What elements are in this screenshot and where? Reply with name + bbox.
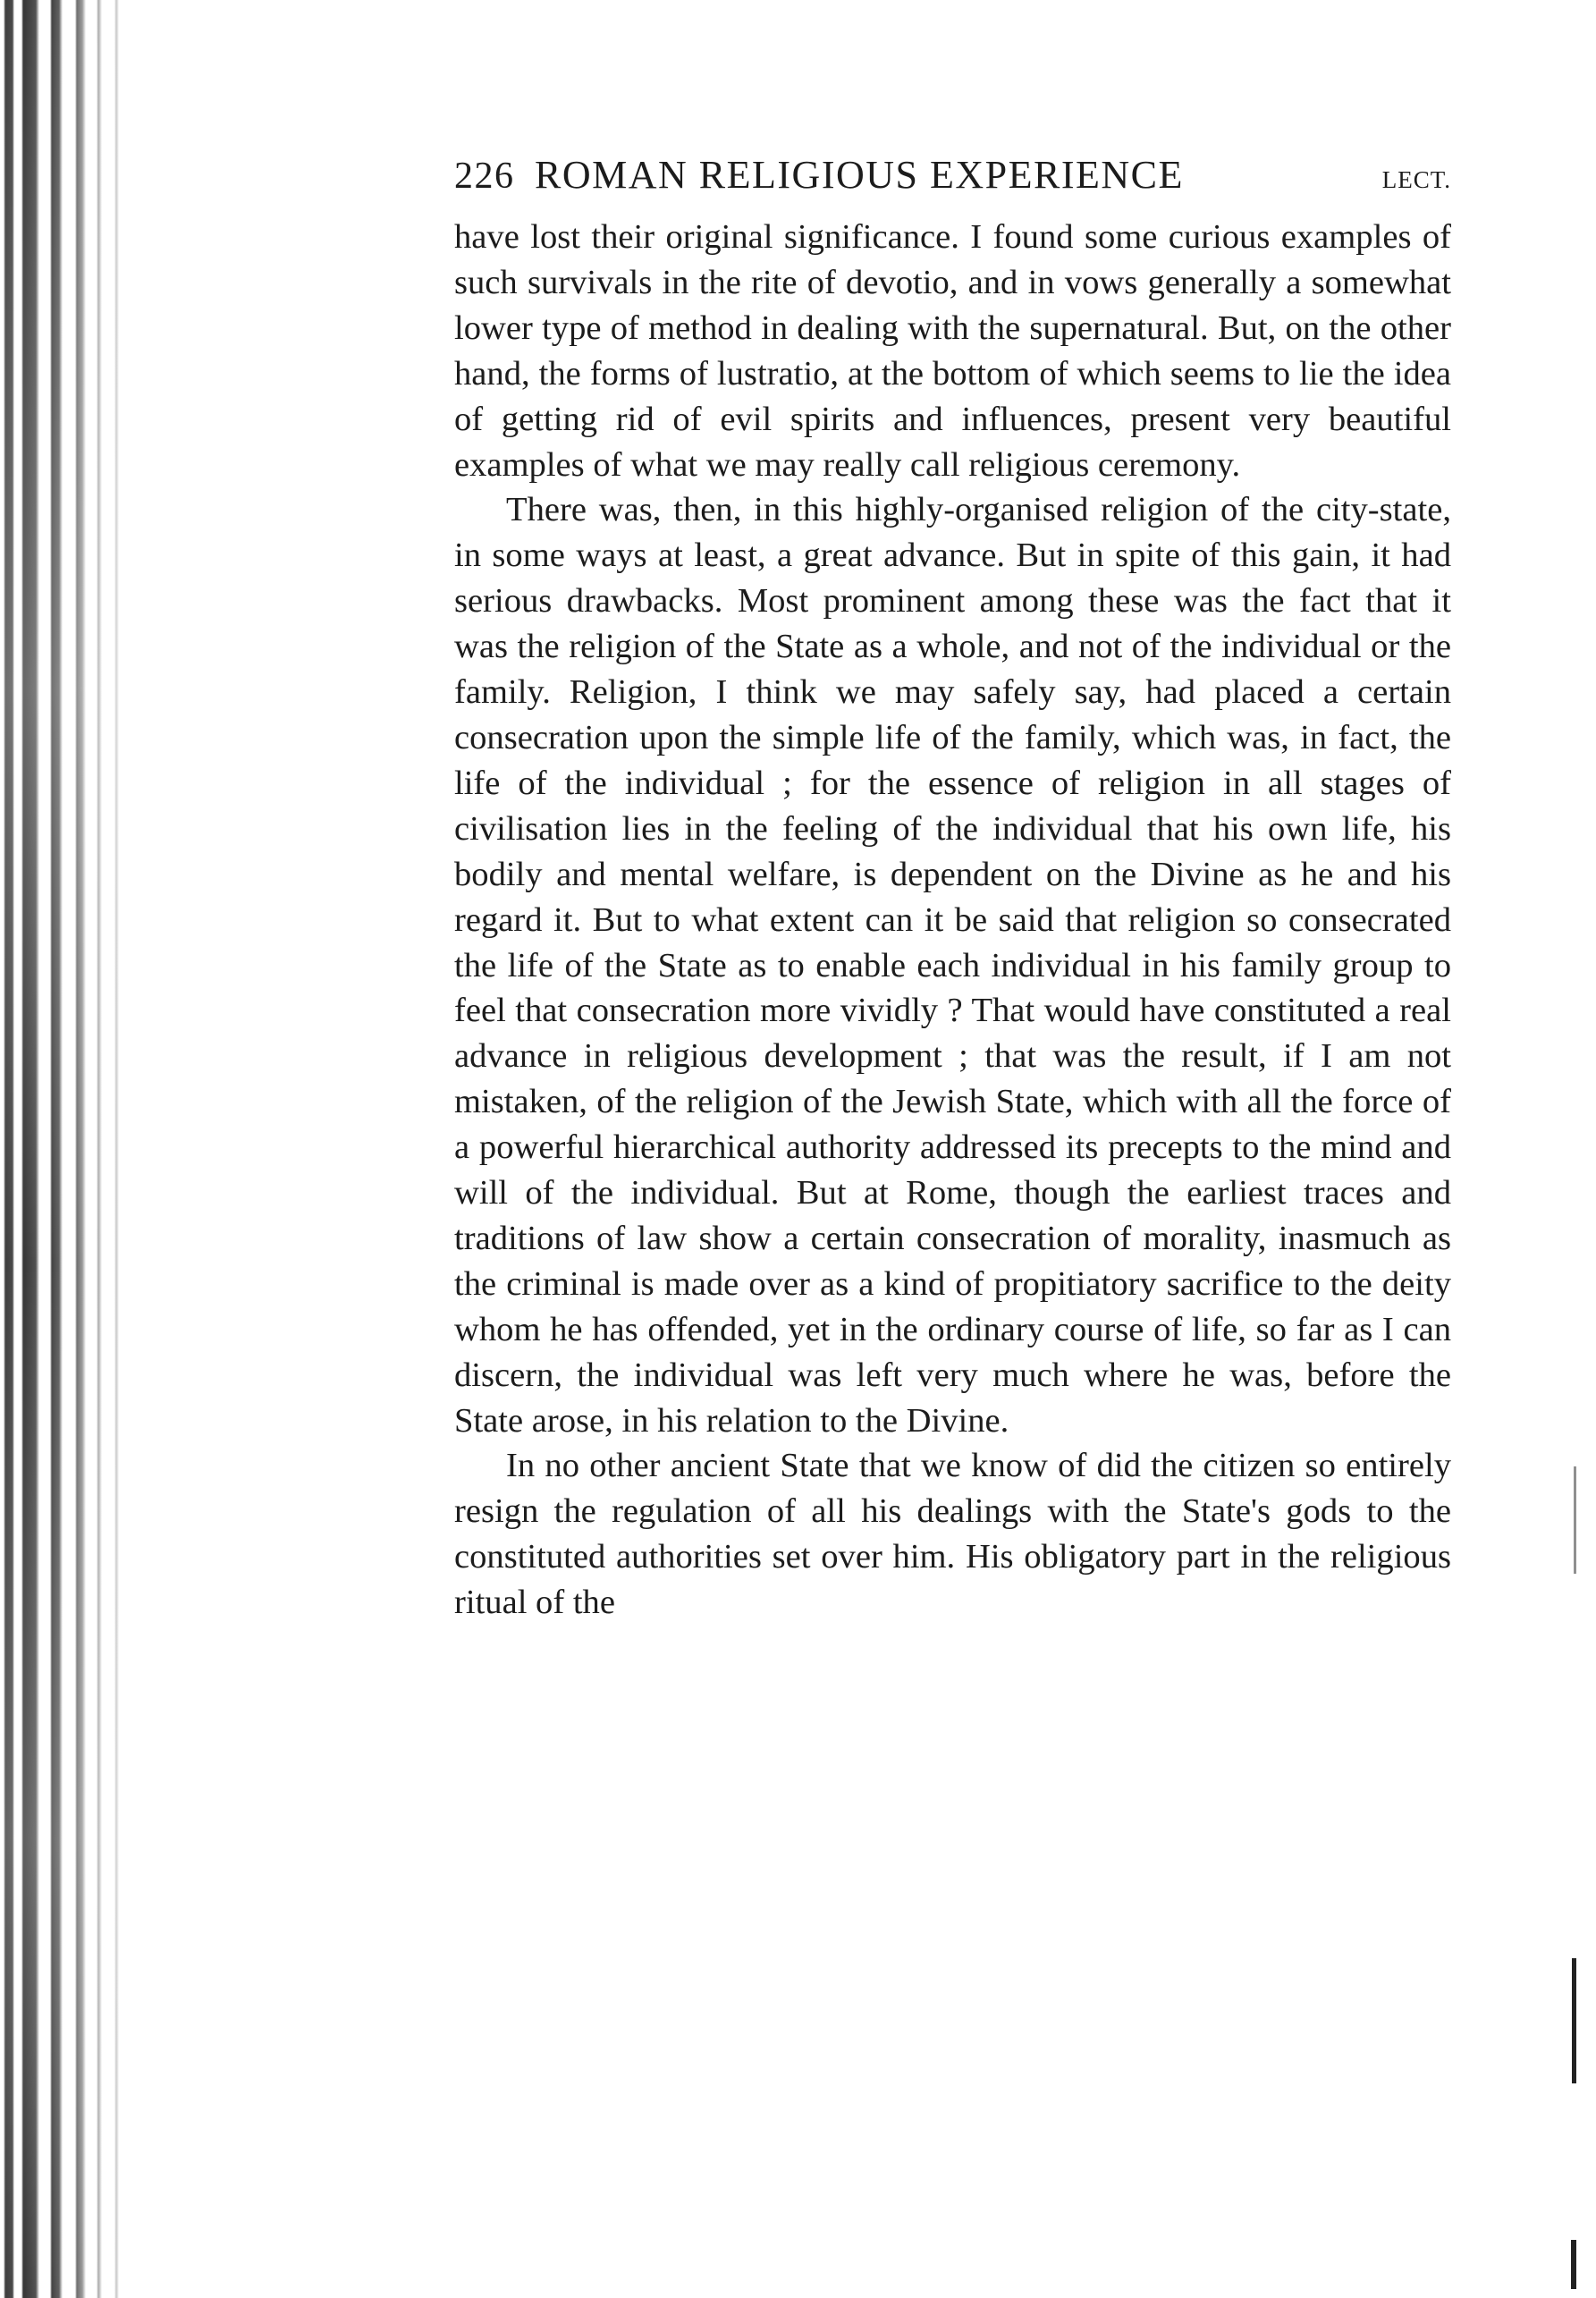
body-text bbox=[454, 215, 1451, 1626]
book-page bbox=[454, 152, 1451, 1626]
running-head bbox=[454, 152, 1451, 215]
section-label: LECT. bbox=[1381, 166, 1451, 193]
paragraph: In no other ancient State that we know of did the citizen so entirely resign the regulation of all his dealings with the State's gods to the constituted authorities set over him. His obligatory part in the religious ritual of the bbox=[454, 1447, 1451, 1622]
scan-edge-mark bbox=[1572, 1958, 1576, 2083]
page-number: 226 bbox=[454, 156, 515, 197]
scan-edge-mark bbox=[1571, 2240, 1576, 2289]
scan-edge-mark bbox=[1574, 1466, 1576, 1574]
gutter-fade bbox=[0, 0, 125, 2298]
running-title: ROMAN RELIGIOUS EXPERIENCE bbox=[535, 153, 1184, 197]
paragraph: There was, then, in this highly-organised religion of the city-state, in some ways at least, a great advance. But in spite of this gain, it had serious drawbacks. Most prominent among these was the fact that it was the religion of the State as a whole, and not of the individual or the family. Religion, I think we may safely say, had placed a certain consecration upon the simple life of the family, which was, in fact, the life of the individual ; for the essence of religion in all stages of civilisation lies in the feeling of the individual that his own life, his bodily and mental welfare, is dependent on the Divine as he and his regard it. But to what extent can it be said that religion so consecrated the life of the State as to enable each individual in his family group to feel that consecration more vividly ? That would have constituted a real advance in religious development ; that was the result, if I am not mistaken, of the religion of the Jewish State, which with all the force of a powerful hierarchical authority addressed its precepts to the mind and will of the individual. But at Rome, though the earliest traces and traditions of law show a certain consecration of morality, inasmuch as the criminal is made over as a kind of propitiatory sacrifice to the deity whom he has offended, yet in the ordinary course of life, so far as I can discern, the individual was left very much where he was, before the State arose, in his relation to the Divine. bbox=[454, 491, 1451, 1440]
paragraph: have lost their original significance. I found some curious examples of such survivals in the rite of devotio, and in vows generally a somewhat lower type of method in dealing with the supernatural. But, on the other hand, the forms of lustratio, at the bottom of which seems to lie the idea of getting rid of evil spirits and influences, present very beautiful examples of what we may really call religious ceremony. bbox=[454, 218, 1451, 484]
